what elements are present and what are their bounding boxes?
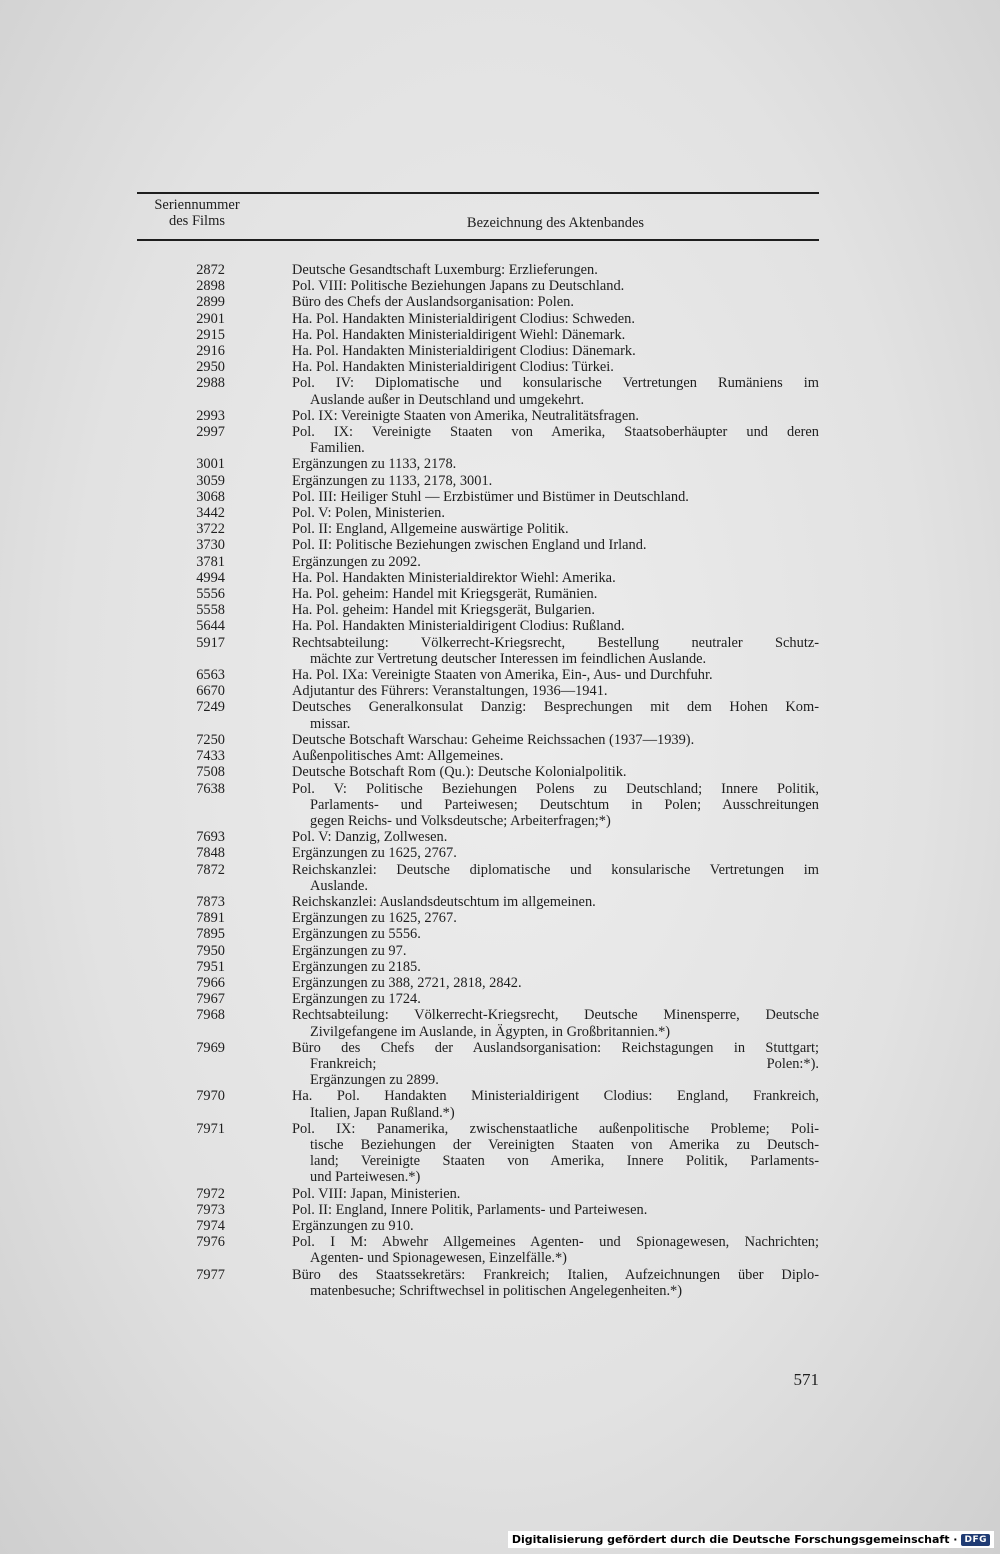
volume-description: [292, 732, 819, 748]
volume-description: [292, 959, 819, 975]
description-line: Rechtsabteilung: Völkerrecht-Kriegsrecht, Bestellung neutraler Schutz-: [292, 634, 819, 651]
film-serial-number: 3001: [196, 456, 225, 473]
film-serial-number: 7967: [196, 991, 225, 1008]
description-line: Pol. VIII: Japan, Ministerien.: [292, 1185, 461, 1202]
film-serial-number: 7974: [196, 1217, 225, 1234]
volume-description: [292, 1186, 819, 1202]
description-line: Ha. Pol. Handakten Ministerialdirigent Clodius: Schweden.: [292, 310, 635, 327]
film-serial-number: 7970: [196, 1088, 225, 1105]
volume-description: [292, 1040, 819, 1089]
volume-description: [292, 505, 819, 521]
description-line: Ergänzungen zu 2185.: [292, 958, 421, 975]
volume-description: [292, 781, 819, 830]
volume-description: [292, 667, 819, 683]
description-line: Büro des Staatssekretärs: Frankreich; Italien, Aufzeichnungen über Diplo-: [292, 1266, 819, 1283]
table-row: [137, 618, 819, 634]
table-row: [137, 521, 819, 537]
volume-description: [292, 1267, 819, 1299]
footer-credit: [508, 1531, 994, 1548]
film-serial-number: 7693: [196, 829, 225, 846]
film-serial-number: 7973: [196, 1201, 225, 1218]
table-row: [137, 683, 819, 699]
table-row: [137, 359, 819, 375]
volume-description: [292, 489, 819, 505]
table-row: [137, 294, 819, 310]
film-serial-number: 7872: [196, 861, 225, 878]
table-row: [137, 1267, 819, 1299]
table-row: [137, 408, 819, 424]
table-row: [137, 311, 819, 327]
footer-credit-text: Digitalisierung gefördert durch die Deutsche Forschungsgemeinschaft ·: [511, 1533, 958, 1546]
table-row: [137, 991, 819, 1007]
volume-description: [292, 894, 819, 910]
table-row: [137, 764, 819, 780]
volume-description: [292, 537, 819, 553]
table-row: [137, 602, 819, 618]
film-serial-number: 5558: [196, 602, 225, 619]
description-line: Ha. Pol. Handakten Ministerialdirigent Clodius: Türkei.: [292, 359, 614, 376]
film-serial-number: 7891: [196, 910, 225, 927]
description-line: Ha. Pol. Handakten Ministerialdirektor Wiehl: Amerika.: [292, 569, 616, 586]
table-row: [137, 570, 819, 586]
description-line: Adjutantur des Führers: Veranstaltungen, 1936—1941.: [292, 683, 608, 700]
description-line: Ergänzungen zu 1625, 2767.: [292, 910, 457, 927]
description-line: Ha. Pol. IXa: Vereinigte Staaten von Amerika, Ein-, Aus- und Durchfuhr.: [292, 667, 713, 684]
volume-description: [292, 359, 819, 375]
table-row: [137, 975, 819, 991]
volume-description: [292, 1234, 819, 1266]
film-serial-number: 7966: [196, 974, 225, 991]
description-line: Deutsche Botschaft Warschau: Geheime Reichssachen (1937—1939).: [292, 731, 695, 748]
volume-description: [292, 748, 819, 764]
film-serial-number: 7508: [196, 764, 225, 781]
film-serial-number: 2898: [196, 278, 225, 295]
film-serial-number: 2899: [196, 294, 225, 311]
description-line: Pol. IX: Panamerika, zwischenstaatliche außenpolitische Probleme; Poli-: [292, 1120, 819, 1137]
volume-description: [292, 829, 819, 845]
dfg-logo-icon: DFG: [961, 1534, 990, 1546]
table-row: [137, 473, 819, 489]
film-serial-number: 3059: [196, 472, 225, 489]
column-header-serial: [137, 197, 257, 229]
description-line: Pol. IX: Vereinigte Staaten von Amerika, Staatsoberhäupter und deren: [292, 424, 819, 441]
film-serial-number: 7950: [196, 942, 225, 959]
volume-description: [292, 1202, 819, 1218]
description-line: Büro des Chefs der Auslandsorganisation: Polen.: [292, 294, 574, 311]
film-serial-number: 2988: [196, 375, 225, 392]
table-row: [137, 748, 819, 764]
volume-description: [292, 683, 819, 699]
description-line: Pol. V: Polen, Ministerien.: [292, 505, 445, 522]
table-row: [137, 327, 819, 343]
description-line: Zivilgefangene im Auslande, in Ägypten, in Großbritannien.*): [310, 1023, 671, 1040]
volume-description: [292, 618, 819, 634]
table-row: [137, 943, 819, 959]
table-row: [137, 862, 819, 894]
description-line: Familien.: [310, 440, 365, 457]
description-line: Pol. I M: Abwehr Allgemeines Agenten- und Spionagewesen, Nachrichten;: [292, 1234, 819, 1251]
table-row: [137, 1007, 819, 1039]
table-row: [137, 456, 819, 472]
description-line: Ergänzungen zu 97.: [292, 942, 407, 959]
table-header-rule: [137, 239, 819, 241]
film-serial-number: 5556: [196, 586, 225, 603]
table-row: [137, 894, 819, 910]
table-row: [137, 1186, 819, 1202]
description-line: Ergänzungen zu 1133, 2178.: [292, 456, 457, 473]
film-serial-number: 7895: [196, 926, 225, 943]
table-row: [137, 1218, 819, 1234]
table-row: [137, 1121, 819, 1186]
volume-description: [292, 375, 819, 407]
table-row: [137, 845, 819, 861]
table-row: [137, 424, 819, 456]
description-line: Ha. Pol. Handakten Ministerialdirigent Wiehl: Dänemark.: [292, 326, 626, 343]
volume-description: [292, 1088, 819, 1120]
table-row: [137, 1040, 819, 1089]
column-header-description: Bezeichnung des Aktenbandes: [466, 215, 645, 231]
volume-description: [292, 408, 819, 424]
table-top-rule: [137, 192, 819, 194]
description-line: Rechtsabteilung: Völkerrecht-Kriegsrecht, Deutsche Minensperre, Deutsche: [292, 1007, 819, 1024]
volume-description: [292, 521, 819, 537]
volume-description: [292, 1218, 819, 1234]
volume-description: [292, 294, 819, 310]
film-serial-number: 2916: [196, 343, 225, 360]
table-row: [137, 1202, 819, 1218]
film-serial-number: 7249: [196, 699, 225, 716]
film-serial-number: 7873: [196, 893, 225, 910]
film-serial-number: 5917: [196, 634, 225, 651]
film-serial-number: 7638: [196, 780, 225, 797]
description-line: Pol. II: Politische Beziehungen zwischen England und Irland.: [292, 537, 647, 554]
description-line: Parlaments- und Parteiwesen; Deutschtum in Polen; Ausschreitungen: [310, 796, 819, 813]
description-line: Reichskanzlei: Deutsche diplomatische und konsularische Vertretungen im: [292, 861, 819, 878]
volume-description: [292, 862, 819, 894]
volume-description: [292, 327, 819, 343]
description-line: Ergänzungen zu 2092.: [292, 553, 421, 570]
table-row: [137, 781, 819, 830]
volume-description: [292, 926, 819, 942]
description-line: Deutsche Gesandtschaft Luxemburg: Erzlieferungen.: [292, 262, 598, 278]
film-serial-number: 5644: [196, 618, 225, 635]
table-row: [137, 375, 819, 407]
description-line: Pol. IX: Vereinigte Staaten von Amerika, Neutralitätsfragen.: [292, 407, 640, 424]
table-row: [137, 586, 819, 602]
film-serial-number: 7951: [196, 958, 225, 975]
description-line: Ha. Pol. geheim: Handel mit Kriegsgerät, Rumänien.: [292, 586, 598, 603]
description-line: Ergänzungen zu 388, 2721, 2818, 2842.: [292, 974, 522, 991]
film-serial-number: 2915: [196, 326, 225, 343]
film-serial-number: 7433: [196, 748, 225, 765]
table-row: [137, 829, 819, 845]
table-row: [137, 343, 819, 359]
volume-description: [292, 262, 819, 278]
volume-description: [292, 570, 819, 586]
volume-description: [292, 991, 819, 1007]
table-row: [137, 667, 819, 683]
description-line: Ha. Pol. geheim: Handel mit Kriegsgerät, Bulgarien.: [292, 602, 595, 619]
film-serial-number: 2872: [196, 262, 225, 278]
volume-description: [292, 586, 819, 602]
volume-description: [292, 943, 819, 959]
page-number: 571: [793, 1370, 819, 1389]
description-line: Ha. Pol. Handakten Ministerialdirigent Clodius: Rußland.: [292, 618, 625, 635]
volume-description: [292, 424, 819, 456]
film-serial-number: 7968: [196, 1007, 225, 1024]
table-row: [137, 910, 819, 926]
description-line: Außenpolitisches Amt: Allgemeines.: [292, 748, 504, 765]
description-line: Ergänzungen zu 910.: [292, 1217, 414, 1234]
film-serial-number: 3442: [196, 505, 225, 522]
volume-description: [292, 456, 819, 472]
table-row: [137, 489, 819, 505]
film-serial-number: 6670: [196, 683, 225, 700]
description-line: Agenten- und Spionagewesen, Einzelfälle.*): [310, 1250, 567, 1267]
volume-description: [292, 845, 819, 861]
volume-description: [292, 635, 819, 667]
description-line: mächte zur Vertretung deutscher Interessen im feindlichen Auslande.: [310, 650, 707, 667]
description-line: Pol. VIII: Politische Beziehungen Japans zu Deutschland.: [292, 278, 625, 295]
volume-description: [292, 602, 819, 618]
description-line: Deutsches Generalkonsulat Danzig: Besprechungen mit dem Hohen Kom-: [292, 699, 819, 716]
description-line: Frankreich; Polen:*).: [310, 1055, 819, 1072]
table-row: [137, 699, 819, 731]
description-line: Pol. IV: Diplomatische und konsularische Vertretungen Rumäniens im: [292, 375, 819, 392]
film-serial-number: 2901: [196, 310, 225, 327]
volume-description: [292, 554, 819, 570]
description-line: land; Vereinigte Staaten von Amerika, Innere Politik, Parlaments-: [310, 1153, 819, 1170]
description-line: Pol. V: Politische Beziehungen Polens zu Deutschland; Innere Politik,: [292, 780, 819, 797]
description-line: Deutsche Botschaft Rom (Qu.): Deutsche Kolonialpolitik.: [292, 764, 627, 781]
film-serial-number: 2997: [196, 424, 225, 441]
description-line: Pol. V: Danzig, Zollwesen.: [292, 829, 448, 846]
column-header-serial-line1: Seriennummer: [154, 197, 240, 213]
description-line: Pol. II: England, Innere Politik, Parlaments- und Parteiwesen.: [292, 1201, 648, 1218]
table-row: [137, 959, 819, 975]
description-line: Auslande außer in Deutschland und umgekehrt.: [310, 391, 585, 408]
table-row: [137, 635, 819, 667]
film-serial-number: 7972: [196, 1185, 225, 1202]
table-row: [137, 1088, 819, 1120]
description-line: Ha. Pol. Handakten Ministerialdirigent Clodius: Dänemark.: [292, 343, 636, 360]
volume-description: [292, 975, 819, 991]
volume-description: [292, 910, 819, 926]
film-serial-number: 3722: [196, 521, 225, 538]
volume-description: [292, 699, 819, 731]
description-line: Ha. Pol. Handakten Ministerialdirigent Clodius: England, Frankreich,: [292, 1088, 819, 1105]
volume-description: [292, 473, 819, 489]
film-serial-number: 7977: [196, 1266, 225, 1283]
description-line: Auslande.: [310, 877, 368, 894]
volume-description: [292, 1121, 819, 1186]
table-row: [137, 505, 819, 521]
film-serial-number: 6563: [196, 667, 225, 684]
description-line: Ergänzungen zu 1724.: [292, 991, 421, 1008]
description-line: Ergänzungen zu 1133, 2178, 3001.: [292, 472, 493, 489]
table-row: [137, 554, 819, 570]
description-line: matenbesuche; Schriftwechsel in politischen Angelegenheiten.*): [310, 1282, 683, 1299]
volume-description: [292, 278, 819, 294]
description-line: gegen Reichs- und Volksdeutsche; Arbeiterfragen;*): [310, 812, 611, 829]
entries-table: [137, 262, 819, 1299]
film-serial-number: 4994: [196, 569, 225, 586]
volume-description: [292, 311, 819, 327]
film-serial-number: 7250: [196, 731, 225, 748]
volume-description: [292, 343, 819, 359]
table-row: [137, 926, 819, 942]
film-serial-number: 3730: [196, 537, 225, 554]
film-serial-number: 3068: [196, 488, 225, 505]
description-line: Pol. III: Heiliger Stuhl — Erzbistümer und Bistümer in Deutschland.: [292, 488, 689, 505]
film-serial-number: 7971: [196, 1120, 225, 1137]
film-serial-number: 7848: [196, 845, 225, 862]
description-line: Ergänzungen zu 5556.: [292, 926, 421, 943]
table-row: [137, 262, 819, 278]
description-line: und Parteiwesen.*): [310, 1169, 421, 1186]
table-row: [137, 1234, 819, 1266]
description-line: Reichskanzlei: Auslandsdeutschtum im allgemeinen.: [292, 893, 596, 910]
film-serial-number: 3781: [196, 553, 225, 570]
film-serial-number: 7976: [196, 1234, 225, 1251]
description-line: missar.: [310, 715, 351, 732]
description-line: Ergänzungen zu 1625, 2767.: [292, 845, 457, 862]
film-serial-number: 7969: [196, 1039, 225, 1056]
description-line: tische Beziehungen der Vereinigten Staaten von Amerika zu Deutsch-: [310, 1136, 819, 1153]
table-row: [137, 278, 819, 294]
description-line: Italien, Japan Rußland.*): [310, 1104, 455, 1121]
table-row: [137, 732, 819, 748]
description-line: Pol. II: England, Allgemeine auswärtige Politik.: [292, 521, 569, 538]
table-row: [137, 537, 819, 553]
volume-description: [292, 1007, 819, 1039]
film-serial-number: 2993: [196, 407, 225, 424]
film-serial-number: 2950: [196, 359, 225, 376]
description-line: Ergänzungen zu 2899.: [310, 1072, 439, 1089]
volume-description: [292, 764, 819, 780]
column-header-serial-line2: des Films: [169, 213, 225, 229]
description-line: Büro des Chefs der Auslandsorganisation: Reichstagungen in Stuttgart;: [292, 1039, 819, 1056]
